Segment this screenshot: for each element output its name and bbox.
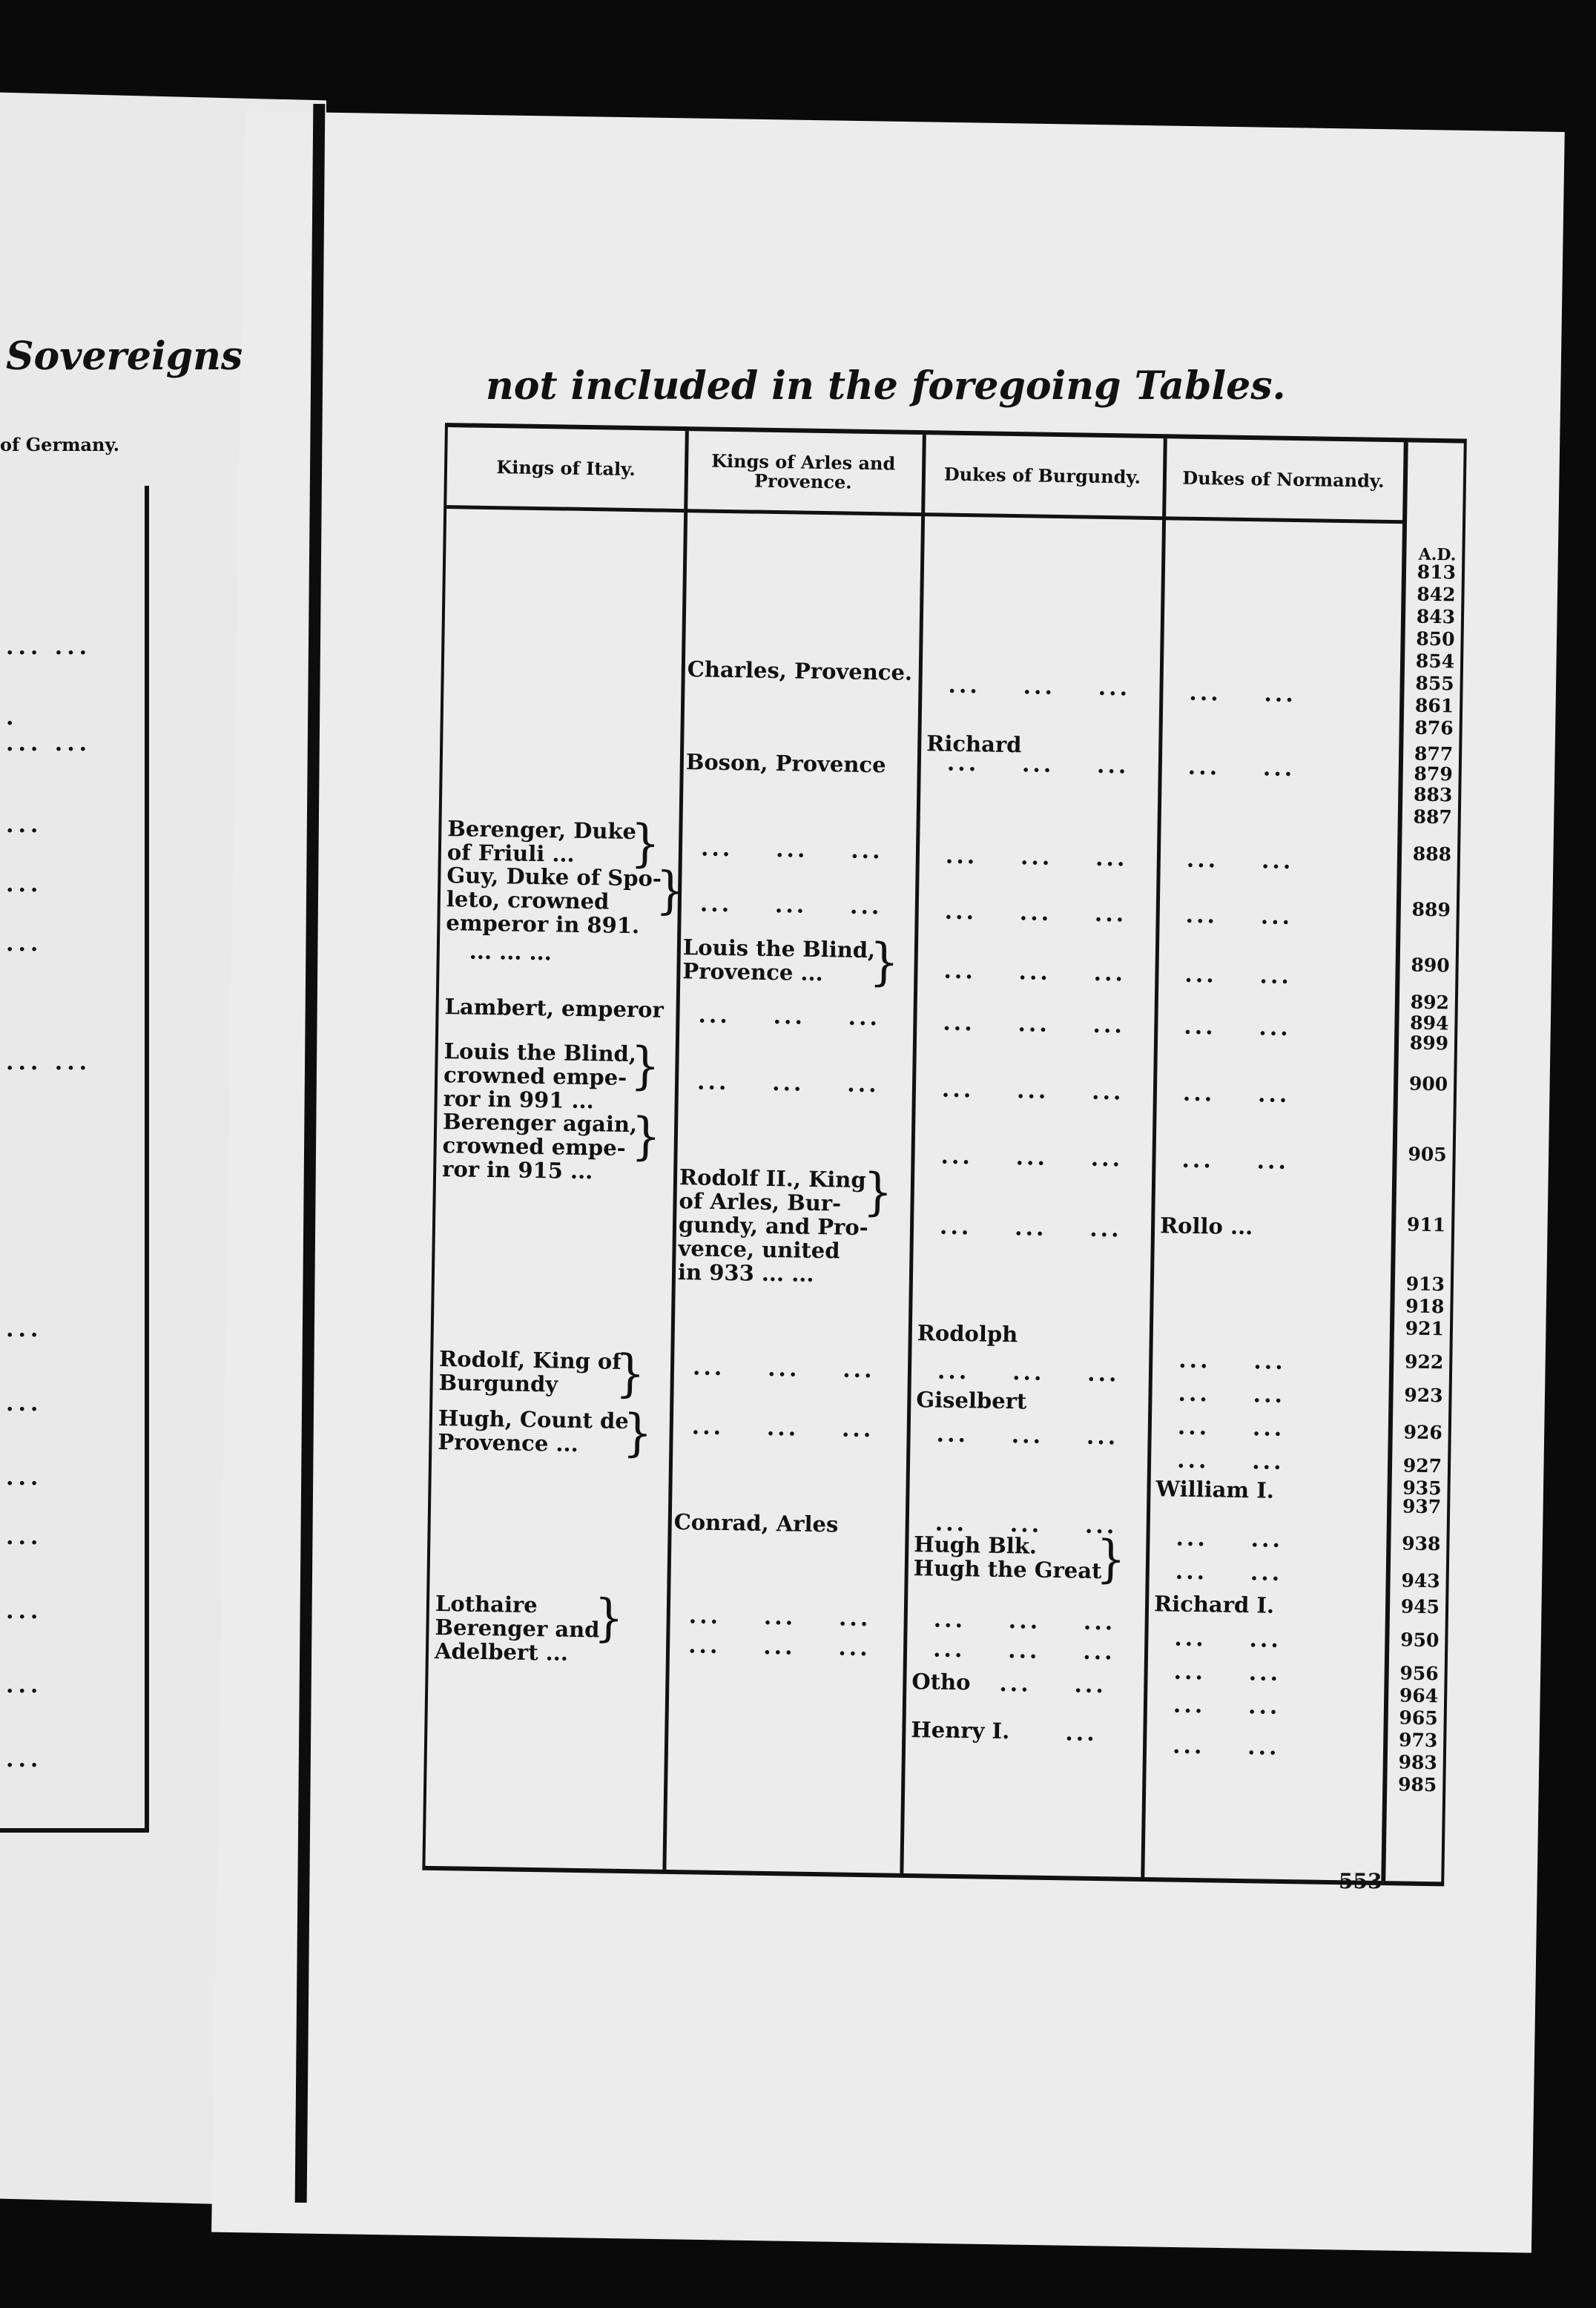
column-dukes-of-burgundy bbox=[900, 435, 1167, 1877]
arles-dots: ... ... ... bbox=[696, 1069, 880, 1098]
arles-dots: ... ... ... bbox=[700, 835, 883, 865]
year-label: 883 bbox=[1413, 783, 1453, 806]
burgundy-dots: ... ... bbox=[999, 1670, 1107, 1699]
italy-entry: ... ... ... bbox=[469, 938, 553, 966]
year-label: 905 bbox=[1408, 1143, 1447, 1166]
burgundy-entry: Hugh Blk. Hugh the Great } bbox=[914, 1532, 1103, 1583]
burgundy-entry: Henry I. bbox=[911, 1717, 1010, 1744]
normandy-dots: ... ... bbox=[1173, 1658, 1282, 1687]
italy-entry: Berenger again, crowned empe- ror in 915 ... } bbox=[442, 1110, 637, 1184]
year-label: 938 bbox=[1402, 1532, 1441, 1555]
left-table-frame: ... ... . ... ... ... ... ... ... ... ... ... ... ... ... ... ... bbox=[0, 486, 149, 1833]
burgundy-dots: ... ... ... bbox=[944, 898, 1127, 928]
burgundy-dots: ... ... ... bbox=[934, 1510, 1118, 1540]
burgundy-dots: ... bbox=[1065, 1720, 1098, 1747]
normandy-dots: ... ... bbox=[1178, 1380, 1286, 1408]
burgundy-entry: Giselbert bbox=[916, 1387, 1027, 1414]
normandy-dots: ... ... bbox=[1181, 1147, 1290, 1175]
year-label: 935 bbox=[1402, 1477, 1442, 1500]
header-kings-of-italy: Kings of Italy. bbox=[446, 427, 685, 512]
normandy-dots: ... ... bbox=[1182, 1080, 1290, 1109]
italy-entry: Hugh, Count de Provence ... } bbox=[438, 1406, 629, 1457]
column-kings-of-italy bbox=[425, 427, 688, 1870]
header-kings-of-arles: Kings of Arles and Provence. bbox=[684, 431, 923, 516]
arles-entry: Conrad, Arles bbox=[673, 1509, 839, 1537]
year-label: 850 bbox=[1416, 627, 1455, 650]
year-label: 899 bbox=[1409, 1032, 1449, 1055]
arles-dots: ... ... ... bbox=[698, 1002, 881, 1032]
header-anno-domini: A.D. bbox=[1418, 544, 1457, 565]
year-label: 900 bbox=[1408, 1072, 1448, 1095]
normandy-dots: ... ... bbox=[1186, 846, 1294, 875]
year-label: 813 bbox=[1417, 561, 1457, 584]
burgundy-dots: ... ... ... bbox=[945, 843, 1128, 872]
year-label: 950 bbox=[1399, 1629, 1440, 1652]
burgundy-entry: Otho bbox=[911, 1669, 971, 1695]
burgundy-dots: ... ... ... bbox=[940, 1143, 1124, 1173]
arles-entry: Charles, Provence. bbox=[687, 656, 913, 685]
normandy-dots: ... ... bbox=[1176, 1447, 1285, 1475]
year-label: 890 bbox=[1411, 954, 1450, 977]
burgundy-dots: ... ... ... bbox=[932, 1636, 1115, 1666]
year-label: 887 bbox=[1413, 805, 1453, 828]
year-label: 854 bbox=[1415, 650, 1455, 673]
year-label: 892 bbox=[1410, 991, 1450, 1014]
normandy-entry: Rollo ... bbox=[1159, 1213, 1253, 1240]
italy-entry: Rodolf, King of Burgundy } bbox=[438, 1347, 621, 1397]
italy-entry: Guy, Duke of Spo- leto, crowned emperor in 891. } bbox=[446, 863, 662, 938]
burgundy-entry: Richard bbox=[926, 731, 1022, 758]
year-label: 855 bbox=[1415, 672, 1454, 695]
year-label: 983 bbox=[1398, 1751, 1438, 1774]
normandy-dots: ... ... bbox=[1174, 1625, 1282, 1653]
year-label: 945 bbox=[1400, 1595, 1440, 1618]
year-label: 888 bbox=[1412, 843, 1452, 865]
year-label: 894 bbox=[1410, 1012, 1449, 1035]
year-label: 877 bbox=[1414, 742, 1454, 765]
year-label: 876 bbox=[1414, 716, 1454, 739]
arles-entry: Louis the Blind, Provence ... } bbox=[682, 935, 875, 986]
burgundy-dots: ... ... ... bbox=[939, 1213, 1122, 1243]
burgundy-dots: ... ... ... bbox=[943, 1009, 1126, 1039]
normandy-dots: ... ... bbox=[1172, 1732, 1280, 1761]
header-dukes-of-burgundy: Dukes of Burgundy. bbox=[921, 435, 1164, 520]
year-label: 943 bbox=[1401, 1569, 1440, 1592]
normandy-dots: ... ... bbox=[1178, 1347, 1286, 1375]
burgundy-entry: Rodolph bbox=[917, 1320, 1018, 1348]
normandy-dots: ... ... bbox=[1184, 1013, 1292, 1042]
burgundy-dots: ... ... ... bbox=[948, 672, 1131, 702]
year-label: 956 bbox=[1399, 1662, 1439, 1685]
burgundy-dots: ... ... ... bbox=[941, 1076, 1124, 1106]
normandy-dots: ... ... bbox=[1189, 679, 1297, 708]
normandy-dots: ... ... bbox=[1173, 1692, 1281, 1720]
year-label: 879 bbox=[1414, 762, 1453, 785]
column-dukes-of-normandy bbox=[1141, 438, 1408, 1881]
year-label: 913 bbox=[1405, 1273, 1445, 1296]
year-label: 985 bbox=[1397, 1773, 1437, 1796]
normandy-dots: ... ... bbox=[1184, 961, 1293, 990]
year-label: 965 bbox=[1399, 1707, 1438, 1730]
left-page-heading: Sovereigns bbox=[6, 334, 243, 379]
arles-dots: ... ... ... bbox=[699, 891, 883, 920]
column-kings-of-arles bbox=[662, 431, 926, 1873]
burgundy-dots: ... ... ... bbox=[937, 1358, 1120, 1388]
year-label: 927 bbox=[1402, 1454, 1442, 1477]
italy-entry: Berenger, Duke of Friuli ... } bbox=[447, 817, 637, 867]
year-label: 842 bbox=[1417, 583, 1456, 606]
normandy-dots: ... ... bbox=[1177, 1414, 1285, 1442]
year-label: 911 bbox=[1406, 1213, 1446, 1236]
burgundy-dots: ... ... ... bbox=[933, 1606, 1116, 1636]
burgundy-dots: ... ... ... bbox=[936, 1421, 1119, 1451]
italy-entry: Lambert, emperor bbox=[444, 994, 665, 1023]
arles-dots: ... ... ... bbox=[687, 1632, 871, 1662]
page-number: 553 bbox=[1339, 1869, 1382, 1893]
year-label: 843 bbox=[1416, 605, 1456, 628]
year-label: 889 bbox=[1411, 898, 1451, 921]
right-page-heading: not included in the foregoing Tables. bbox=[486, 363, 1286, 409]
normandy-dots: ... ... bbox=[1185, 902, 1293, 931]
sovereigns-table bbox=[422, 423, 1466, 1886]
year-label: 926 bbox=[1403, 1421, 1443, 1444]
year-label: 973 bbox=[1398, 1729, 1438, 1752]
normandy-dots: ... ... bbox=[1175, 1525, 1284, 1553]
arles-dots: ... ... ... bbox=[692, 1354, 875, 1384]
left-column-header: of Germany. bbox=[0, 434, 120, 455]
year-label: 937 bbox=[1402, 1495, 1442, 1518]
year-label: 922 bbox=[1404, 1351, 1444, 1374]
year-label: 923 bbox=[1404, 1384, 1443, 1407]
year-label: 861 bbox=[1414, 694, 1454, 717]
burgundy-dots: ... ... ... bbox=[946, 750, 1130, 779]
normandy-dots: ... ... bbox=[1175, 1558, 1283, 1586]
normandy-entry: William I. bbox=[1155, 1476, 1275, 1503]
italy-entry: Louis the Blind, crowned empe- ror in 991 ... } bbox=[443, 1039, 636, 1113]
year-label: 918 bbox=[1405, 1295, 1445, 1318]
italy-entry: Lothaire Berenger and Adelbert ... } bbox=[435, 1592, 601, 1665]
burgundy-dots: ... ... ... bbox=[943, 957, 1127, 987]
year-label: 964 bbox=[1399, 1684, 1439, 1707]
arles-dots: ... ... ... bbox=[691, 1414, 874, 1443]
arles-entry: Rodolf II., King of Arles, Bur- gundy, and Pro- vence, united in 933 ... ... } bbox=[678, 1165, 869, 1287]
normandy-entry: Richard I. bbox=[1153, 1591, 1275, 1618]
normandy-dots: ... ... bbox=[1187, 754, 1296, 782]
year-label: 921 bbox=[1405, 1317, 1445, 1340]
header-dukes-of-normandy: Dukes of Normandy. bbox=[1162, 438, 1405, 524]
arles-entry: Boson, Provence bbox=[685, 749, 886, 778]
arles-dots: ... ... ... bbox=[688, 1603, 871, 1632]
